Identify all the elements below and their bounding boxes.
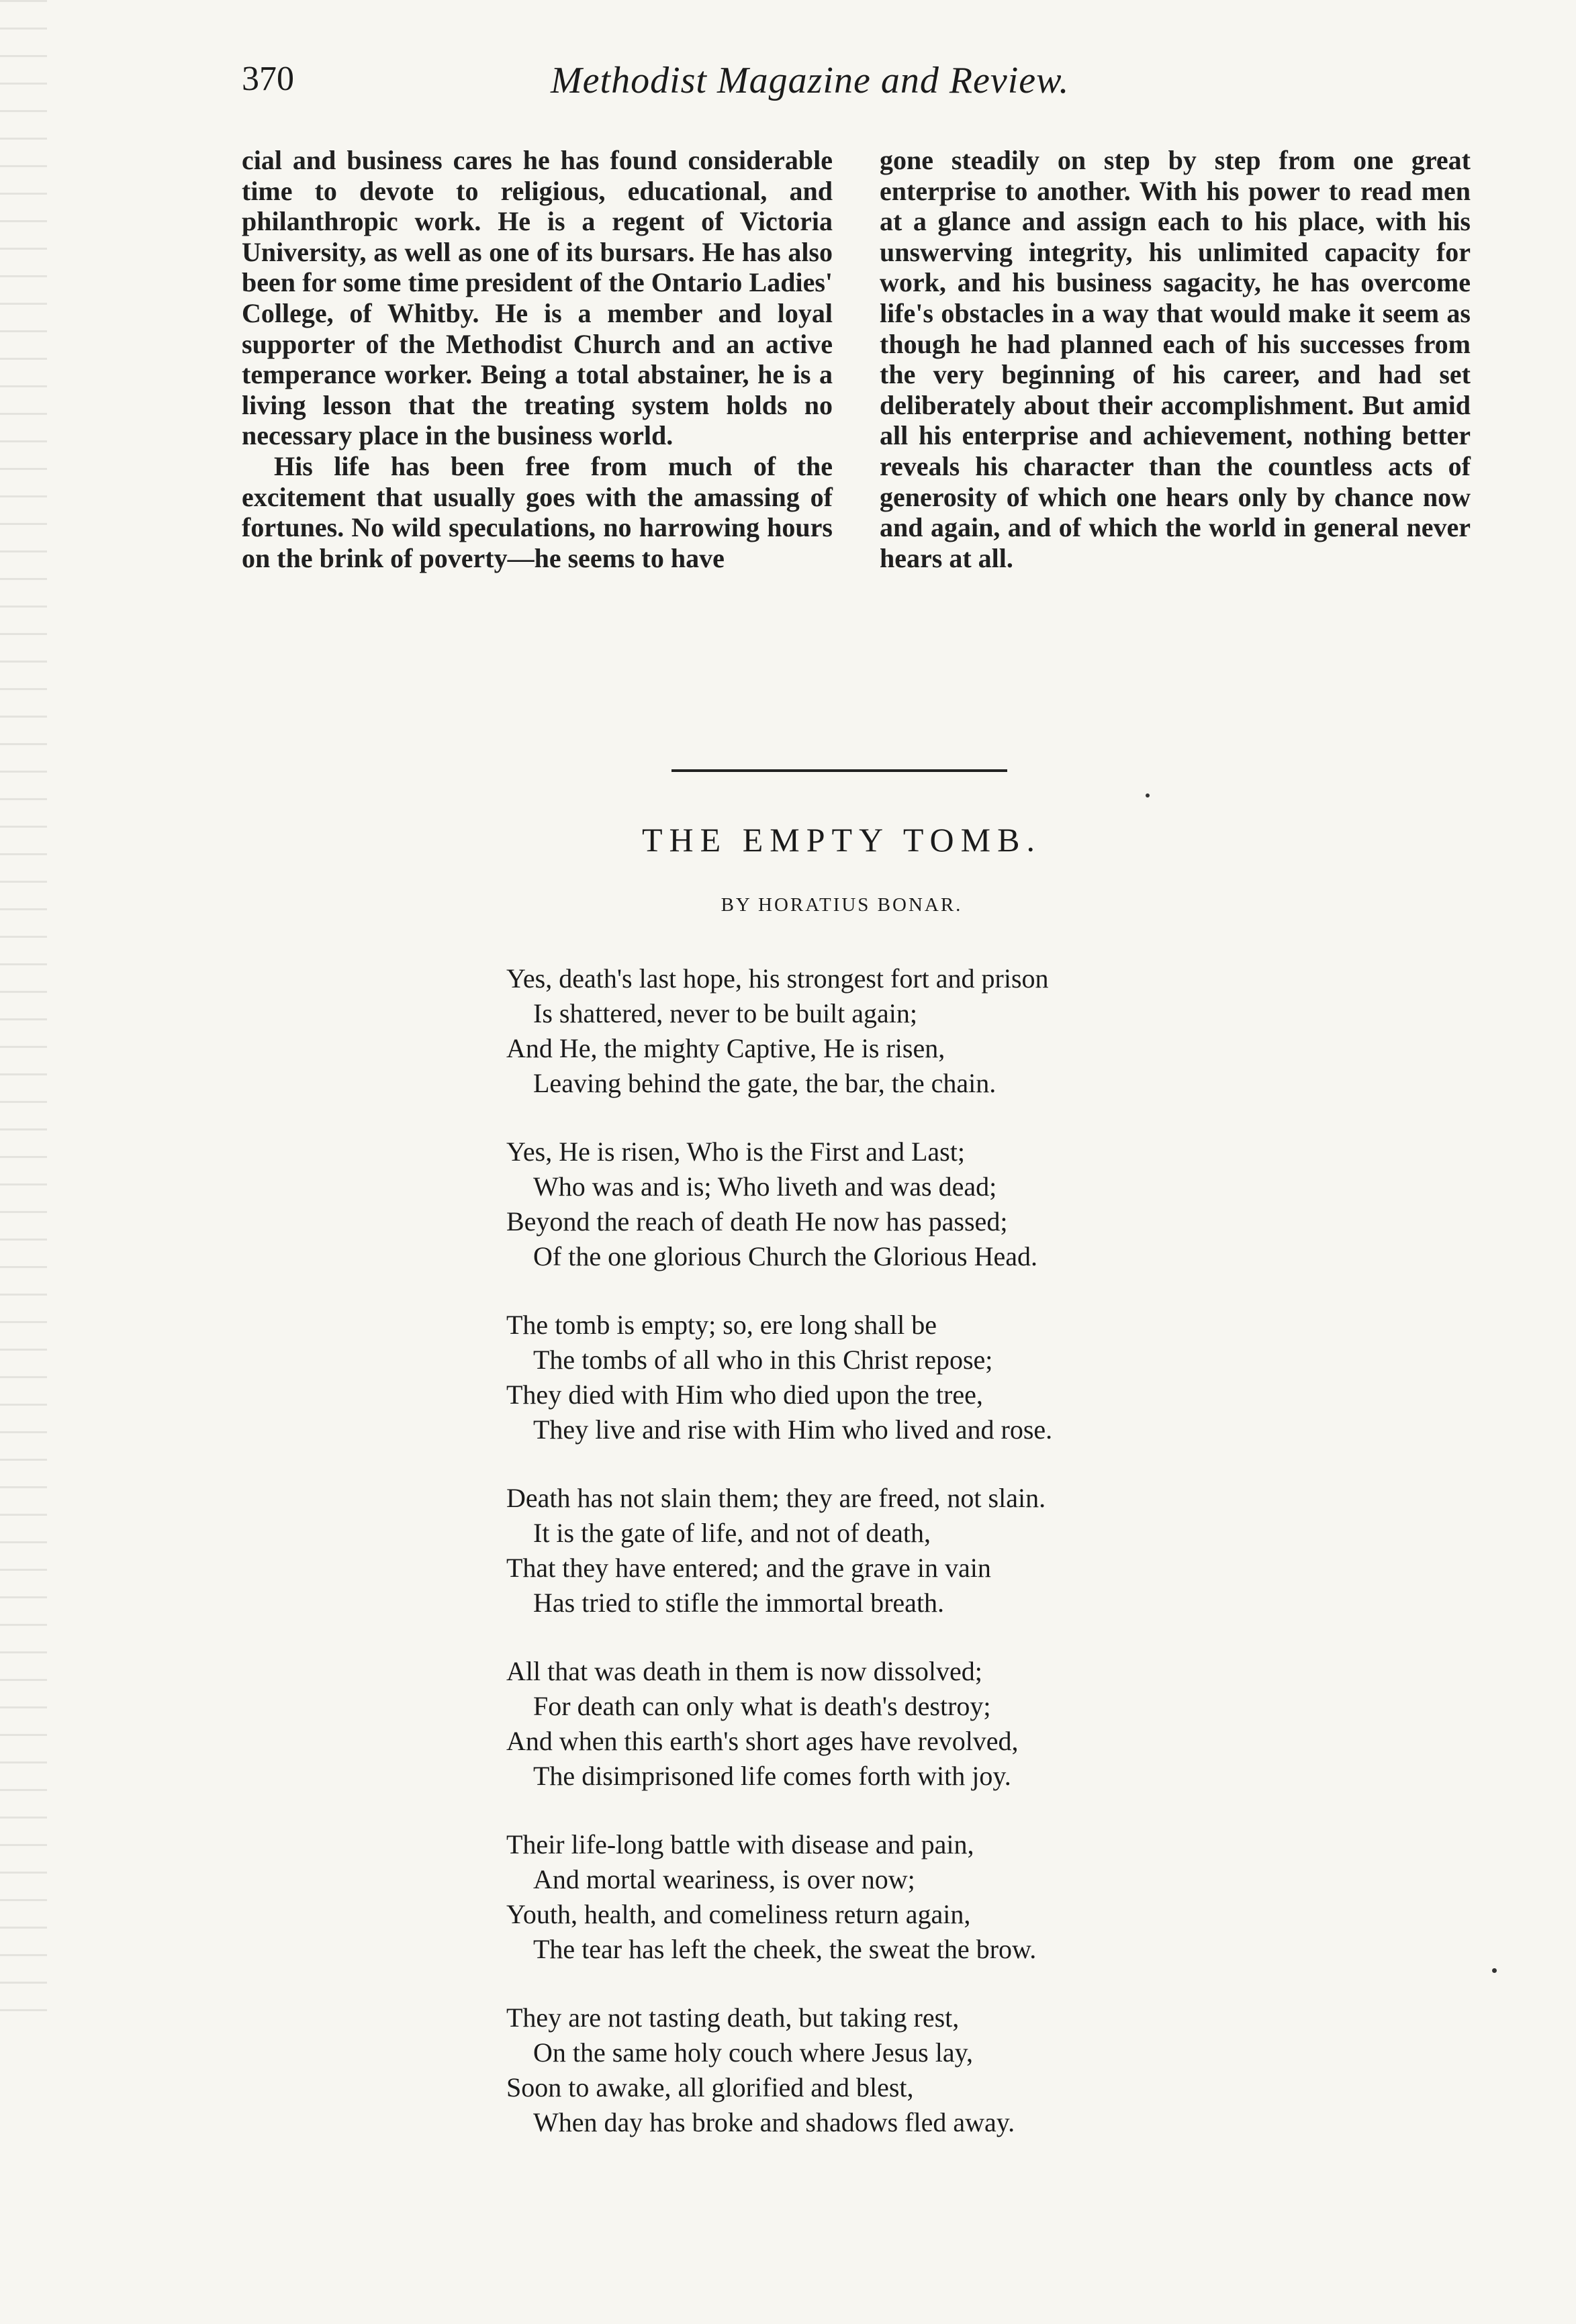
poem-line: For death can only what is death's destroy; (533, 1691, 991, 1721)
poem-author: BY HORATIUS BONAR. (721, 894, 963, 916)
poem-line: Is shattered, never to be built again; (533, 998, 918, 1028)
poem-line: The tomb is empty; so, ere long shall be (506, 1310, 937, 1340)
section-divider (671, 769, 1007, 772)
print-speck (1492, 1968, 1497, 1973)
poem-line: Leaving behind the gate, the bar, the chain. (533, 1068, 996, 1098)
running-title: Methodist Magazine and Review. (551, 60, 1070, 101)
article-paragraph: His life has been free from much of the excitement that usually goes with the amassing of fortunes. No wild speculations, no harrowing hours on the brink of poverty—he seems to have (242, 450, 833, 573)
poem-line: Their life-long battle with disease and pain, (506, 1829, 974, 1859)
poem-line: The tear has left the cheek, the sweat the brow. (533, 1934, 1037, 1964)
poem-line: That they have entered; and the grave in vain (506, 1553, 991, 1583)
poem-line: And when this earth's short ages have revolved, (506, 1726, 1019, 1756)
poem-line: Who was and is; Who liveth and was dead; (533, 1171, 997, 1202)
poem-body (506, 961, 1420, 2174)
article-paragraph: cial and business cares he has found considerable time to devote to religious, educational, and philanthropic work. He is a regent of Victoria University, as well as one of its bursars. He has also been for some time president of the Ontario Ladies' College, of Whitby. He is a member and loyal supporter of the Methodist Church and an active temperance worker. Being a total abstainer, he is a living lesson that the treating system holds no necessary place in the business world. (242, 145, 833, 451)
poem-line: The disimprisoned life comes forth with joy. (533, 1761, 1011, 1791)
stanza (506, 1827, 1420, 1967)
stanza (506, 1308, 1420, 1447)
poem-line: Yes, He is risen, Who is the First and Last; (506, 1136, 965, 1167)
article-paragraph: gone steadily on step by step from one great enterprise to another. With his power to read men at a glance and assign each to his place, with his unswerving integrity, his unlimited capacity for work, and his business sagacity, he has overcome life's obstacles in a way that would make it seem as though he had planned each of his successes from the very beginning of his career, and had set deliberately about their accomplishment. But amid all his enterprise and achievement, nothing better reveals his character than the countless acts of generosity of which one hears only by chance now and again, and of which the world in general never hears at all. (880, 145, 1471, 573)
poem-line: Of the one glorious Church the Glorious Head. (533, 1241, 1037, 1271)
poem-line: All that was death in them is now dissolved; (506, 1656, 982, 1686)
scan-margin-artifacts (0, 0, 47, 2014)
poem-line: Soon to awake, all glorified and blest, (506, 2072, 914, 2102)
poem-line: They are not tasting death, but taking rest, (506, 2002, 960, 2033)
page-number: 370 (242, 60, 294, 98)
poem-line: Has tried to stifle the immortal breath. (533, 1588, 945, 1618)
poem-line: On the same holy couch where Jesus lay, (533, 2037, 973, 2068)
poem-line: Beyond the reach of death He now has passed; (506, 1206, 1008, 1237)
poem-line: Yes, death's last hope, his strongest fort and prison (506, 963, 1049, 994)
stanza (506, 1134, 1420, 1274)
poem-line: Death has not slain them; they are freed, not slain. (506, 1483, 1046, 1513)
right-column (880, 145, 1471, 573)
poem-line: It is the gate of life, and not of death, (533, 1518, 931, 1548)
poem-line: The tombs of all who in this Christ repose; (533, 1345, 993, 1375)
print-speck (1146, 793, 1150, 797)
poem-line: And He, the mighty Captive, He is risen, (506, 1033, 945, 1063)
page-header (242, 59, 1471, 119)
stanza (506, 1481, 1420, 1620)
poem-title: THE EMPTY TOMB. (642, 821, 1041, 859)
poem-line: And mortal weariness, is over now; (533, 1864, 915, 1894)
stanza (506, 961, 1420, 1101)
stanza (506, 2000, 1420, 2140)
poem-line: They died with Him who died upon the tree, (506, 1379, 983, 1410)
left-column (242, 145, 833, 573)
poem-line: When day has broke and shadows fled away. (533, 2107, 1015, 2137)
article-columns (242, 145, 1471, 736)
poem-line: Youth, health, and comeliness return again, (506, 1899, 971, 1929)
poem-line: They live and rise with Him who lived and rose. (533, 1414, 1053, 1445)
stanza (506, 1654, 1420, 1794)
